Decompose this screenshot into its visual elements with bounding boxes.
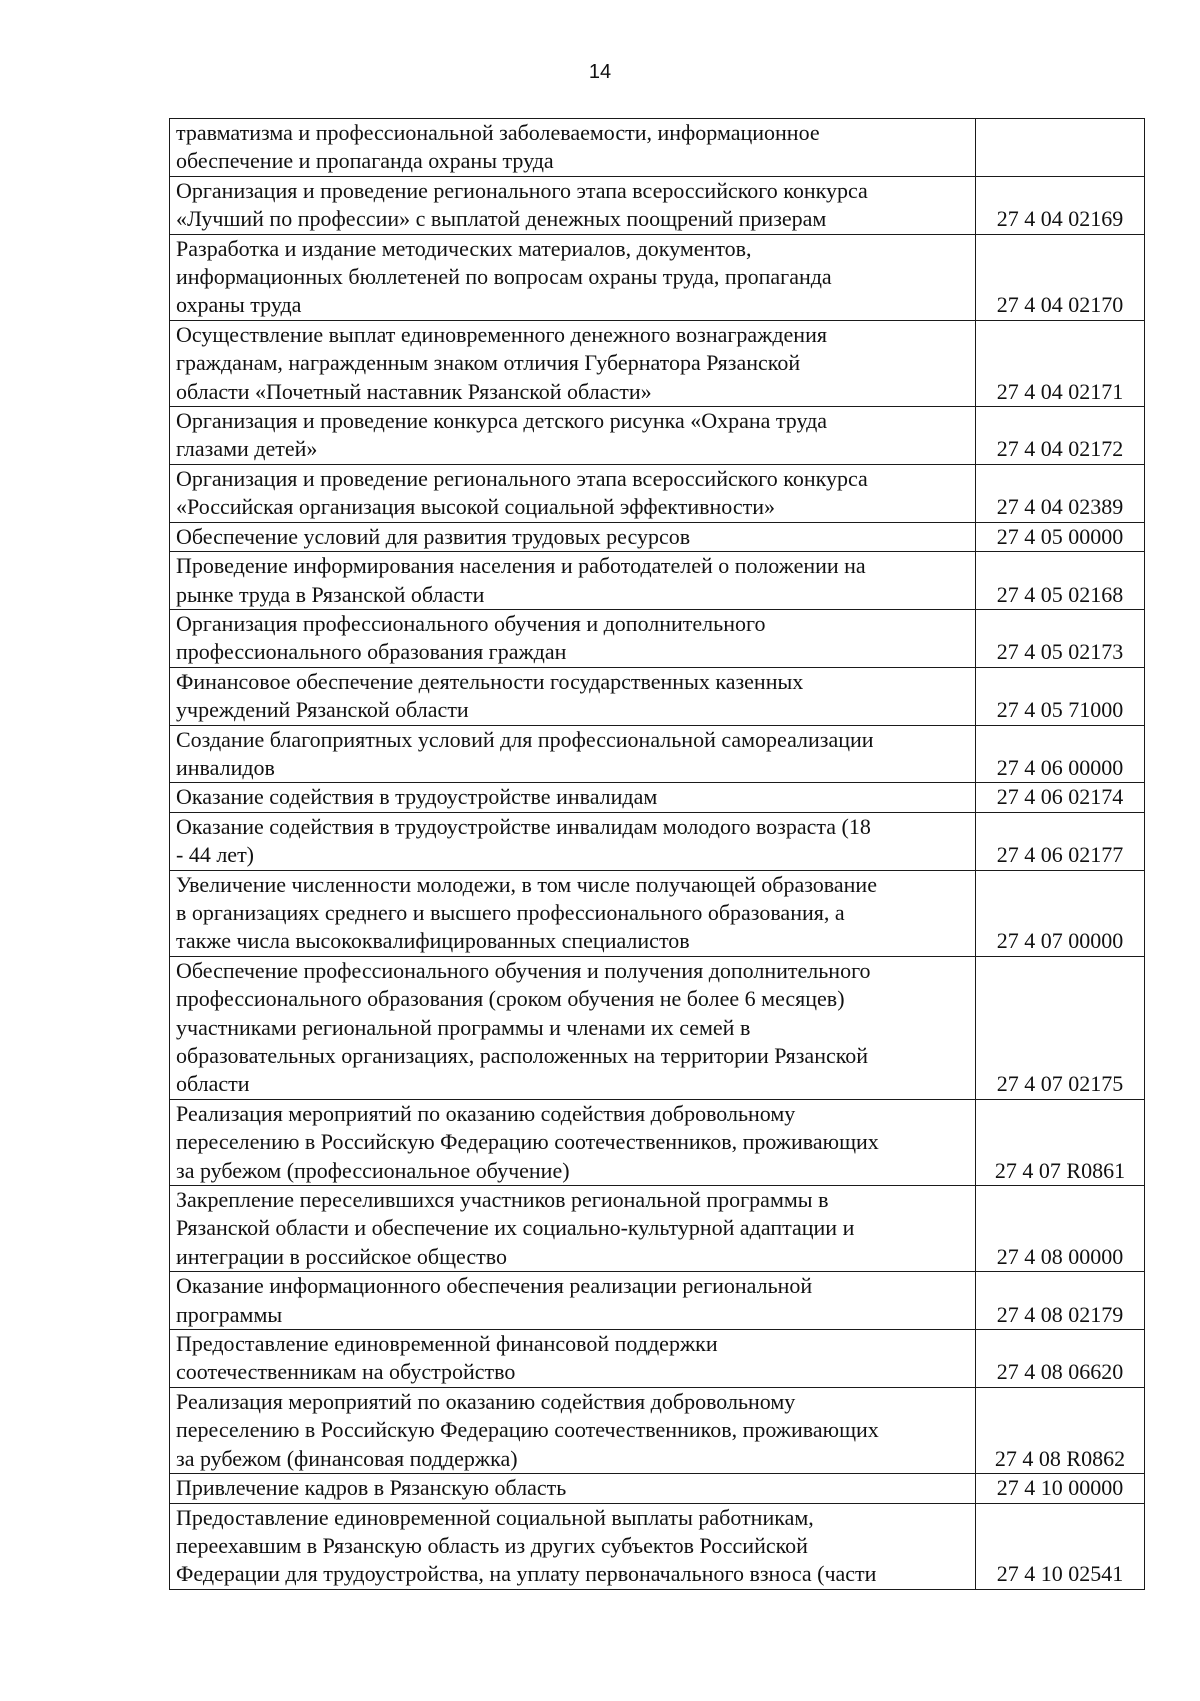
row-description [170, 1503, 976, 1589]
description-line: Создание благоприятных условий для профессиональной самореализации [176, 726, 874, 752]
row-code: 27 4 07 00000 [976, 870, 1145, 956]
table-row [170, 552, 1145, 610]
row-description [170, 1272, 976, 1330]
row-code: 27 4 05 71000 [976, 667, 1145, 725]
row-code: 27 4 08 R0862 [976, 1387, 1145, 1473]
row-description [170, 1387, 976, 1473]
description-line: Реализация мероприятий по оказанию содействия добровольному [176, 1100, 796, 1126]
description-line: инвалидов [176, 754, 275, 780]
row-description [170, 1186, 976, 1272]
description-line: Федерации для трудоустройства, на уплату первоначального взноса (части [176, 1561, 877, 1587]
row-description [170, 609, 976, 667]
description-line: Обеспечение профессионального обучения и получения дополнительного [176, 957, 871, 983]
description-line: Увеличение численности молодежи, в том числе получающей образование [176, 871, 877, 897]
row-description [170, 783, 976, 812]
table-row [170, 1272, 1145, 1330]
table-row [170, 1099, 1145, 1185]
row-code: 27 4 10 00000 [976, 1474, 1145, 1503]
description-line: также числа высококвалифицированных специалистов [176, 928, 690, 954]
row-description [170, 176, 976, 234]
table-row [170, 176, 1145, 234]
table-body [170, 119, 1145, 1590]
description-line: Финансовое обеспечение деятельности государственных казенных [176, 668, 804, 694]
description-line: обеспечение и пропаганда охраны труда [176, 148, 554, 174]
row-code: 27 4 04 02389 [976, 464, 1145, 522]
table-row [170, 812, 1145, 870]
description-line: программы [176, 1301, 283, 1327]
description-line: профессионального образования граждан [176, 639, 567, 665]
table-row [170, 956, 1145, 1099]
table-row [170, 870, 1145, 956]
description-line: Предоставление единовременной социальной выплаты работникам, [176, 1504, 814, 1530]
row-description [170, 1099, 976, 1185]
description-line: охраны труда [176, 292, 302, 318]
table-row [170, 1474, 1145, 1503]
description-line: травматизма и профессиональной заболеваемости, информационное [176, 120, 820, 145]
table-row [170, 667, 1145, 725]
row-description [170, 812, 976, 870]
description-line: интеграции в российское общество [176, 1243, 507, 1269]
description-line: Организация и проведение регионального этапа всероссийского конкурса [176, 465, 868, 491]
row-description [170, 870, 976, 956]
row-code: 27 4 04 02172 [976, 407, 1145, 465]
description-line: учреждений Рязанской области [176, 697, 469, 723]
description-line: Обеспечение условий для развития трудовых ресурсов [176, 523, 691, 549]
table-row [170, 1503, 1145, 1589]
row-code: 27 4 06 00000 [976, 725, 1145, 783]
row-code: 27 4 06 02177 [976, 812, 1145, 870]
row-code: 27 4 08 02179 [976, 1272, 1145, 1330]
row-description [170, 1330, 976, 1388]
description-line: Предоставление единовременной финансовой поддержки [176, 1331, 718, 1357]
row-code: 27 4 07 R0861 [976, 1099, 1145, 1185]
row-code: 27 4 05 00000 [976, 522, 1145, 551]
table-row [170, 119, 1145, 177]
table-row [170, 725, 1145, 783]
budget-classification-table [169, 118, 1145, 1590]
row-code: 27 4 04 02169 [976, 176, 1145, 234]
row-code: 27 4 05 02173 [976, 609, 1145, 667]
description-line: глазами детей» [176, 436, 318, 462]
description-line: «Лучший по профессии» с выплатой денежных поощрений призерам [176, 206, 827, 232]
description-line: переселению в Российскую Федерацию соотечественников, проживающих [176, 1129, 879, 1155]
row-code: 27 4 05 02168 [976, 552, 1145, 610]
row-description [170, 234, 976, 320]
row-code: 27 4 04 02171 [976, 320, 1145, 406]
description-line: в организациях среднего и высшего профессионального образования, а [176, 899, 845, 925]
row-code: 27 4 08 00000 [976, 1186, 1145, 1272]
description-line: за рубежом (профессиональное обучение) [176, 1157, 570, 1183]
table-row [170, 407, 1145, 465]
description-line: Привлечение кадров в Рязанскую область [176, 1475, 567, 1501]
row-code: 27 4 04 02170 [976, 234, 1145, 320]
row-description [170, 119, 976, 177]
description-line: Рязанской области и обеспечение их социально-культурной адаптации и [176, 1215, 855, 1241]
description-line: образовательных организациях, расположенных на территории Рязанской [176, 1043, 869, 1068]
row-description [170, 407, 976, 465]
description-line: Оказание информационного обеспечения реализации региональной [176, 1273, 813, 1299]
page-number: 14 [588, 61, 612, 83]
table-row [170, 609, 1145, 667]
description-line: Организация профессионального обучения и дополнительного [176, 610, 766, 636]
description-line: Проведение информирования населения и работодателей о положении на [176, 553, 866, 579]
table-row [170, 234, 1145, 320]
table-row [170, 522, 1145, 551]
row-code: 27 4 10 02541 [976, 1503, 1145, 1589]
description-line: Организация и проведение регионального этапа всероссийского конкурса [176, 177, 868, 203]
description-line: «Российская организация высокой социальной эффективности» [176, 494, 775, 520]
row-description [170, 552, 976, 610]
row-description [170, 320, 976, 406]
row-code: 27 4 07 02175 [976, 956, 1145, 1099]
description-line: участниками региональной программы и членами их семей в [176, 1014, 751, 1040]
table-row [170, 783, 1145, 812]
description-line: профессионального образования (сроком обучения не более 6 месяцев) [176, 986, 845, 1012]
description-line: Закрепление переселившихся участников региональной программы в [176, 1187, 829, 1213]
description-line: - 44 лет) [176, 842, 255, 868]
row-description [170, 956, 976, 1099]
description-line: Реализация мероприятий по оказанию содействия добровольному [176, 1388, 796, 1414]
description-line: соотечественникам на обустройство [176, 1359, 516, 1385]
description-line: рынке труда в Рязанской области [176, 581, 485, 607]
description-line: информационных бюллетеней по вопросам охраны труда, пропаганда [176, 264, 832, 290]
table-row [170, 464, 1145, 522]
description-line: Разработка и издание методических материалов, документов, [176, 235, 752, 261]
description-line: области «Почетный наставник Рязанской области» [176, 378, 652, 404]
row-description [170, 522, 976, 551]
row-code [976, 119, 1145, 177]
table-row [170, 320, 1145, 406]
table-row [170, 1186, 1145, 1272]
description-line: переехавшим в Рязанскую область из других субъектов Российской [176, 1532, 808, 1558]
description-line: за рубежом (финансовая поддержка) [176, 1445, 518, 1471]
row-description [170, 1474, 976, 1503]
description-line: переселению в Российскую Федерацию соотечественников, проживающих [176, 1417, 879, 1443]
description-line: Осуществление выплат единовременного денежного вознаграждения [176, 321, 827, 347]
row-description [170, 464, 976, 522]
description-line: Оказание содействия в трудоустройстве инвалидам [176, 784, 658, 810]
description-line: Оказание содействия в трудоустройстве инвалидам молодого возраста (18 [176, 813, 871, 839]
description-line: гражданам, награжденным знаком отличия Губернатора Рязанской [176, 350, 801, 376]
description-line: Организация и проведение конкурса детского рисунка «Охрана труда [176, 408, 828, 434]
table-row [170, 1330, 1145, 1388]
description-line: области [176, 1071, 250, 1097]
row-code: 27 4 06 02174 [976, 783, 1145, 812]
table-row [170, 1387, 1145, 1473]
row-description [170, 725, 976, 783]
row-description [170, 667, 976, 725]
row-code: 27 4 08 06620 [976, 1330, 1145, 1388]
